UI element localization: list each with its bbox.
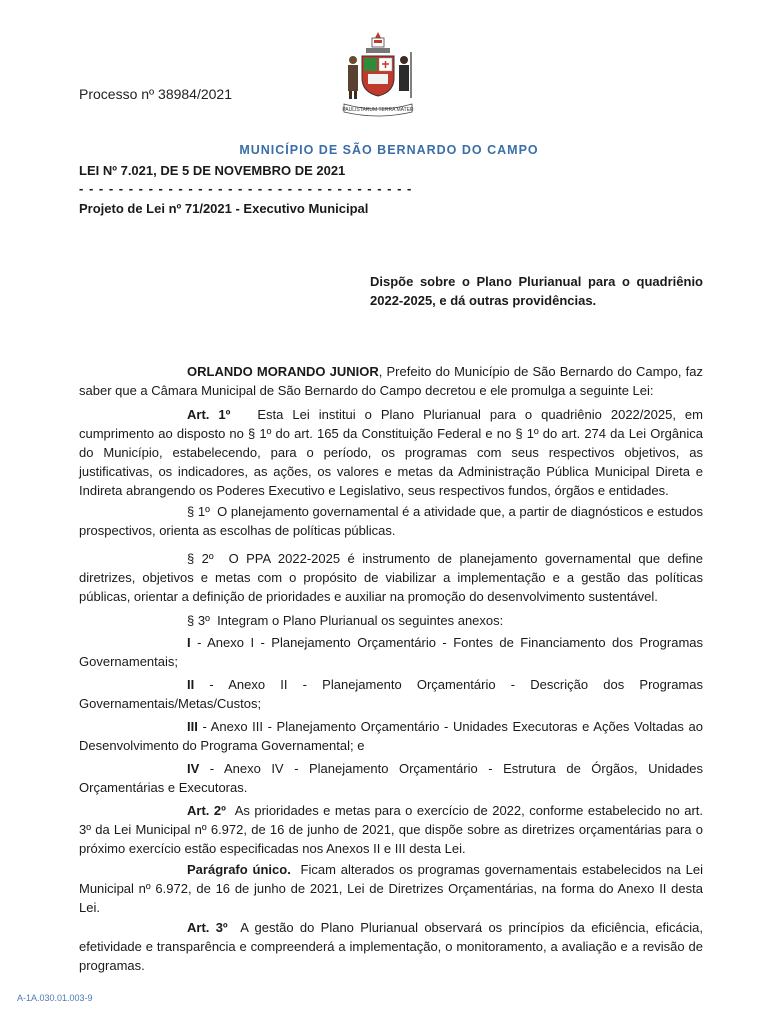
municipality-name: MUNICÍPIO DE SÃO BERNARDO DO CAMPO: [239, 143, 539, 157]
paragraph-2: [79, 549, 703, 606]
coat-of-arms-seal: [338, 30, 418, 122]
article-1-text: Esta Lei institui o Plano Plurianual para o quadriênio 2022/2025, em cumprimento ao disposto no § 1º do art. 165 da Constituição Federal e no § 1º do art. 274 da Lei Orgânica do Município, estabelecendo, para o período, os programas com seus respectivos objetivos, as justificativas, os indicadores, as ações, os valores e metas da Administração Pública Municipal Direta e Indireta abrangendo os Poderes Executivo e Legislativo, seus respectivos fundos, órgãos e entidades.: [79, 407, 703, 498]
law-title: LEI Nº 7.021, DE 5 DE NOVEMBRO DE 2021: [79, 163, 346, 178]
mayor-name: ORLANDO MORANDO JUNIOR: [187, 364, 379, 379]
annex-item-4-text: - Anexo IV - Planejamento Orçamentário - Estrutura de Órgãos, Unidades Orçamentárias e Executoras.: [79, 761, 703, 795]
paragraph-3: [79, 611, 703, 630]
annex-item-4-label: IV: [187, 761, 200, 776]
paragraph-1-label: § 1º: [187, 504, 210, 519]
paragraph-1-text: O planejamento governamental é a atividade que, a partir de diagnósticos e estudos prospectivos, orienta as escolhas de políticas públicas.: [79, 504, 703, 538]
annex-item-3: [79, 717, 703, 755]
form-code: A-1A.030.01.003-9: [17, 993, 93, 1003]
annex-item-2-label: II: [187, 677, 195, 692]
article-2: [79, 801, 703, 858]
article-3-label: Art. 3º: [187, 920, 228, 935]
processo-number: Processo nº 38984/2021: [79, 86, 233, 102]
annex-item-2: [79, 675, 703, 713]
bill-reference: Projeto de Lei nº 71/2021 - Executivo Municipal: [79, 201, 369, 216]
article-3-text: A gestão do Plano Plurianual observará os princípios da eficiência, eficácia, efetividade e transparência e compreenderá a implementação, o monitoramento, a avaliação e a revisão de programas.: [79, 920, 703, 973]
article-1-label: Art. 1º: [187, 407, 231, 422]
paragraph-3-text: Integram o Plano Plurianual os seguintes anexos:: [217, 613, 504, 628]
article-1: [79, 405, 703, 500]
paragraph-2-text: O PPA 2022-2025 é instrumento de planejamento governamental que define diretrizes, objetivos e metas com o propósito de viabilizar a implementação e a gestão das políticas públicas, orientar a definição de prioridades e auxiliar na promoção do desenvolvimento sustentável.: [79, 551, 703, 604]
sole-paragraph-label: Parágrafo único.: [187, 862, 291, 877]
annex-item-1-text: - Anexo I - Planejamento Orçamentário - Fontes de Financiamento dos Programas Governamentais;: [79, 635, 703, 669]
sole-paragraph: [79, 860, 703, 917]
annex-item-3-label: III: [187, 719, 198, 734]
paragraph-1: [79, 502, 703, 540]
paragraph-3-label: § 3º: [187, 613, 210, 628]
law-summary: Dispõe sobre o Plano Plurianual para o quadriênio 2022-2025, e dá outras providências.: [370, 274, 703, 308]
annex-item-1: [79, 633, 703, 671]
paragraph-2-label: § 2º: [187, 551, 214, 566]
intro-paragraph: [79, 362, 703, 400]
separator-dashes: - - - - - - - - - - - - - - - - - - - - - - - - - - - - - - - - - -: [79, 181, 413, 196]
article-2-text: As prioridades e metas para o exercício de 2022, conforme estabelecido no art. 3º da Lei Municipal nº 6.972, de 16 de junho de 2021, que dispõe sobre as diretrizes orçamentárias para o próximo exercício estão especificadas nos Anexos II e III desta Lei.: [79, 803, 703, 856]
annex-item-3-text: - Anexo III - Planejamento Orçamentário - Unidades Executoras e Ações Voltadas ao Desenvolvimento do Programa Governamental; e: [79, 719, 703, 753]
annex-item-2-text: - Anexo II - Planejamento Orçamentário - Descrição dos Programas Governamentais/Metas/Custos;: [79, 677, 703, 711]
article-3: [79, 918, 703, 975]
article-2-label: Art. 2º: [187, 803, 226, 818]
intro-text: , Prefeito do Município de São Bernardo do Campo, faz saber que a Câmara Municipal de São Bernardo do Campo decretou e ele promulga a seguinte Lei:: [79, 364, 703, 398]
annex-item-1-label: I: [187, 635, 191, 650]
seal-motto: PAULISTARUM TERRA MATER: [342, 107, 414, 113]
sole-paragraph-text: Ficam alterados os programas governamentais estabelecidos na Lei Municipal nº 6.972, de 16 de junho de 2021, Lei de Diretrizes Orçamentárias, na forma do Anexo II desta Lei.: [79, 862, 704, 915]
annex-item-4: [79, 759, 703, 797]
